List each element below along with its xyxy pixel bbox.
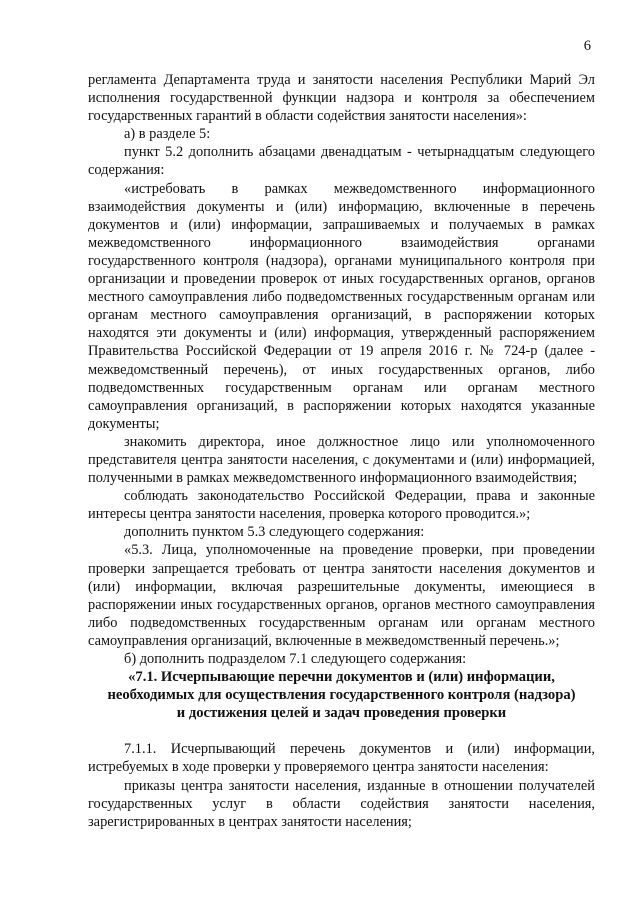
paragraph-section-5: а) в разделе 5: xyxy=(124,126,211,143)
paragraph-add-subsection-7-1: б) дополнить подразделом 7.1 следующего содержания: xyxy=(124,651,467,667)
spacer xyxy=(88,722,595,740)
heading-line-1 xyxy=(88,668,595,686)
paragraph-point-5-2: пункт 5.2 дополнить абзацами двенадцатым - четырнадцатым следующего содержания: xyxy=(88,144,595,179)
heading-quote: « xyxy=(128,669,136,686)
paragraph-comply-law: соблюдать законодательство Российской Федерации, права и законные интересы центра занятости населения, проверка которого проводится.»; xyxy=(88,488,595,523)
paragraph-point-5-3: «5.3. Лица, уполномоченные на проведение проверки, при проведении проверки запрещается требовать от центра занятости населения документов и (или) информации, включая разрешительные документы, имеющиеся в распоряжении иных государственных органов, органов местного самоуправления либо подведомственных государственным органам или органам местного самоуправления организаций, включенные в межведомственный перечень.»; xyxy=(88,542,595,649)
subsection-heading xyxy=(88,668,595,722)
page-number: 6 xyxy=(583,38,591,54)
heading-line-2: необходимых для осуществления государственного контроля (надзора) xyxy=(107,687,576,704)
paragraph-intro: регламента Департамента труда и занятости населения Республики Марий Эл исполнения государственной функции надзора и контроля за обеспечением государственных гарантий в области содействия занятости населения»: xyxy=(88,72,595,125)
heading-line-3: и достижения целей и задач проведения проверки xyxy=(176,705,507,722)
document-body xyxy=(88,71,595,831)
paragraph-orders: приказы центра занятости населения, изданные в отношении получателей государственных услуг в области содействия занятости населения, зарегистрированных в центрах занятости населения; xyxy=(88,777,595,830)
heading-line-1-text: 7.1. Исчерпывающие перечни документов и (или) информации, xyxy=(135,669,555,686)
paragraph-7-1-1: 7.1.1. Исчерпывающий перечень документов и (или) информации, истребуемых в ходе проверки у проверяемого центра занятости населения: xyxy=(88,741,595,776)
paragraph-acquaint-director: знакомить директора, иное должностное лицо или уполномоченного представителя центра занятости населения, с документами и (или) информацией, полученными в рамках межведомственного информационного взаимодействия; xyxy=(88,433,595,487)
paragraph-request-documents: «истребовать в рамках межведомственного информационного взаимодействия документы и (или) информацию, включенные в перечень документов и (или) информации, запрашиваемых и получаемых в рамках межведомственного информационного взаимодействия органами государственного контроля (надзора), органами муниципального контроля при организации и проведении проверок от иных государственных органов, органов местного самоуправления либо подведомственных государственным органам или органам местного самоуправления организаций, в распоряжении которых находятся эти документы и (или) информация, утвержденный распоряжением Правительства Российской Федерации от 19 апреля 2016 г. № 724-р (далее - межведомственный перечень), от иных государственных органов, либо подведомственных государственным органам или органам местного самоуправления организаций, в распоряжении которых находятся указанные документы; xyxy=(88,180,595,432)
paragraph-add-point-5-3: дополнить пунктом 5.3 следующего содержания: xyxy=(124,524,425,541)
